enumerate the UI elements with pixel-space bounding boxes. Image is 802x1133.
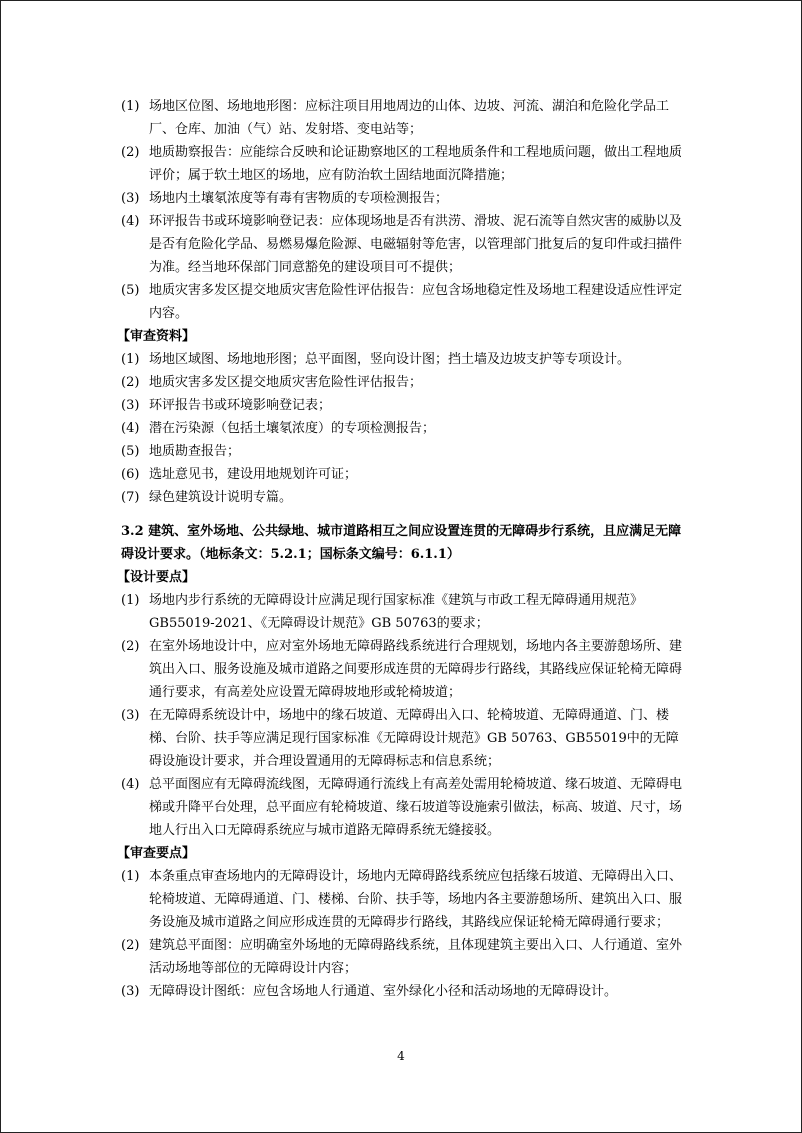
list-item: (4) 环评报告书或环境影响登记表：应体现场地是否有洪涝、滑坡、泥石流等自然灾害的威胁以及是否有危险化学品、易燃易爆危险源、电磁辐射等危害，以管理部门批复后的复印件或扫描件为准。经当地环保部门同意豁免的建设项目可不提供； xyxy=(121,214,683,275)
list-item: (1) 场地区位图、场地地形图：应标注项目用地周边的山体、边坡、河流、湖泊和危险化学品工厂、仓库、加油（气）站、发射塔、变电站等； xyxy=(121,99,670,137)
review-materials-heading: 【审查资料】 xyxy=(117,329,196,344)
list-item: (1) 场地内步行系统的无障碍设计应满足现行国家标准《建筑与市政工程无障碍通用规范》GB55019-2021、《无障碍设计规范》GB 50763的要求； xyxy=(121,593,644,631)
list-item: (2) 建筑总平面图：应明确室外场地的无障碍路线系统，且体现建筑主要出入口、人行通道、室外活动场地等部位的无障碍设计内容； xyxy=(121,938,683,976)
list-item: (3) 在无障碍系统设计中，场地中的缘石坡道、无障碍出入口、轮椅坡道、无障碍通道、门、楼梯、台阶、扶手等应满足现行国家标准《无障碍设计规范》GB 50763、GB55019中的无障碍设施设计要求，并合理设置通用的无障碍标志和信息系统； xyxy=(121,708,679,769)
list-item: (3) 环评报告书或环境影响登记表； xyxy=(121,398,332,413)
list-item: (2) 地质灾害多发区提交地质灾害危险性评估报告； xyxy=(121,375,423,390)
page-number: 4 xyxy=(397,1049,405,1063)
list-item: (7) 绿色建筑设计说明专篇。 xyxy=(121,490,293,505)
review-points-heading: 【审查要点】 xyxy=(117,846,196,861)
list-item: (2) 在室外场地设计中，应对室外场地无障碍路线系统进行合理规划，场地内各主要游憩场所、建筑出入口、服务设施及城市道路之间要形成连贯的无障碍步行路线，其路线应保证轮椅无障碍通行要求，有高差处应设置无障碍坡地形或轮椅坡道； xyxy=(121,639,683,700)
document-body xyxy=(117,95,691,1003)
list-item: (4) 潜在污染源（包括土壤氡浓度）的专项检测报告； xyxy=(121,421,436,436)
section-title: 3.2 建筑、室外场地、公共绿地、城市道路相互之间应设置连贯的无障碍步行系统，且应满足无障碍设计要求。（地标条文：5.2.1；国标条文编号：6.1.1） xyxy=(121,524,682,562)
design-points-heading: 【设计要点】 xyxy=(117,570,196,585)
review-points-list xyxy=(121,865,691,1003)
list-item: (5) 地质勘查报告； xyxy=(121,444,241,459)
review-materials-list xyxy=(121,348,691,509)
list-item: (6) 选址意见书，建设用地规划许可证； xyxy=(121,467,358,482)
list-item: (1) 本条重点审查场地内的无障碍设计，场地内无障碍路线系统应包括缘石坡道、无障碍出入口、轮椅坡道、无障碍通道、门、楼梯、台阶、扶手等，场地内各主要游憩场所、建筑出入口、服务设施及城市道路之间应形成连贯的无障碍步行路线，其路线应保证轮椅无障碍通行要求； xyxy=(121,869,683,930)
design-points-list xyxy=(121,589,691,842)
list-item: (3) 无障碍设计图纸：应包含场地人行通道、室外绿化小径和活动场地的无障碍设计。 xyxy=(121,984,618,999)
list-item: (5) 地质灾害多发区提交地质灾害危险性评估报告：应包含场地稳定性及场地工程建设适应性评定内容。 xyxy=(121,283,683,321)
list-item: (3) 场地内土壤氡浓度等有毒有害物质的专项检测报告； xyxy=(121,191,449,206)
list-item: (4) 总平面图应有无障碍流线图，无障碍通行流线上有高差处需用轮椅坡道、缘石坡道、无障碍电梯或升降平台处理，总平面应有轮椅坡道、缘石坡道等设施索引做法，标高、坡道、尺寸，场地人行出入口无障碍系统应与城市道路无障碍系统无缝接驳。 xyxy=(121,777,683,838)
site-materials-list xyxy=(121,95,691,325)
list-item: (2) 地质勘察报告：应能综合反映和论证勘察地区的工程地质条件和工程地质问题，做出工程地质评价；属于软土地区的场地，应有防治软土固结地面沉降措施； xyxy=(121,145,683,183)
list-item: (1) 场地区域图、场地地形图；总平面图，竖向设计图；挡土墙及边坡支护等专项设计。 xyxy=(121,352,631,367)
